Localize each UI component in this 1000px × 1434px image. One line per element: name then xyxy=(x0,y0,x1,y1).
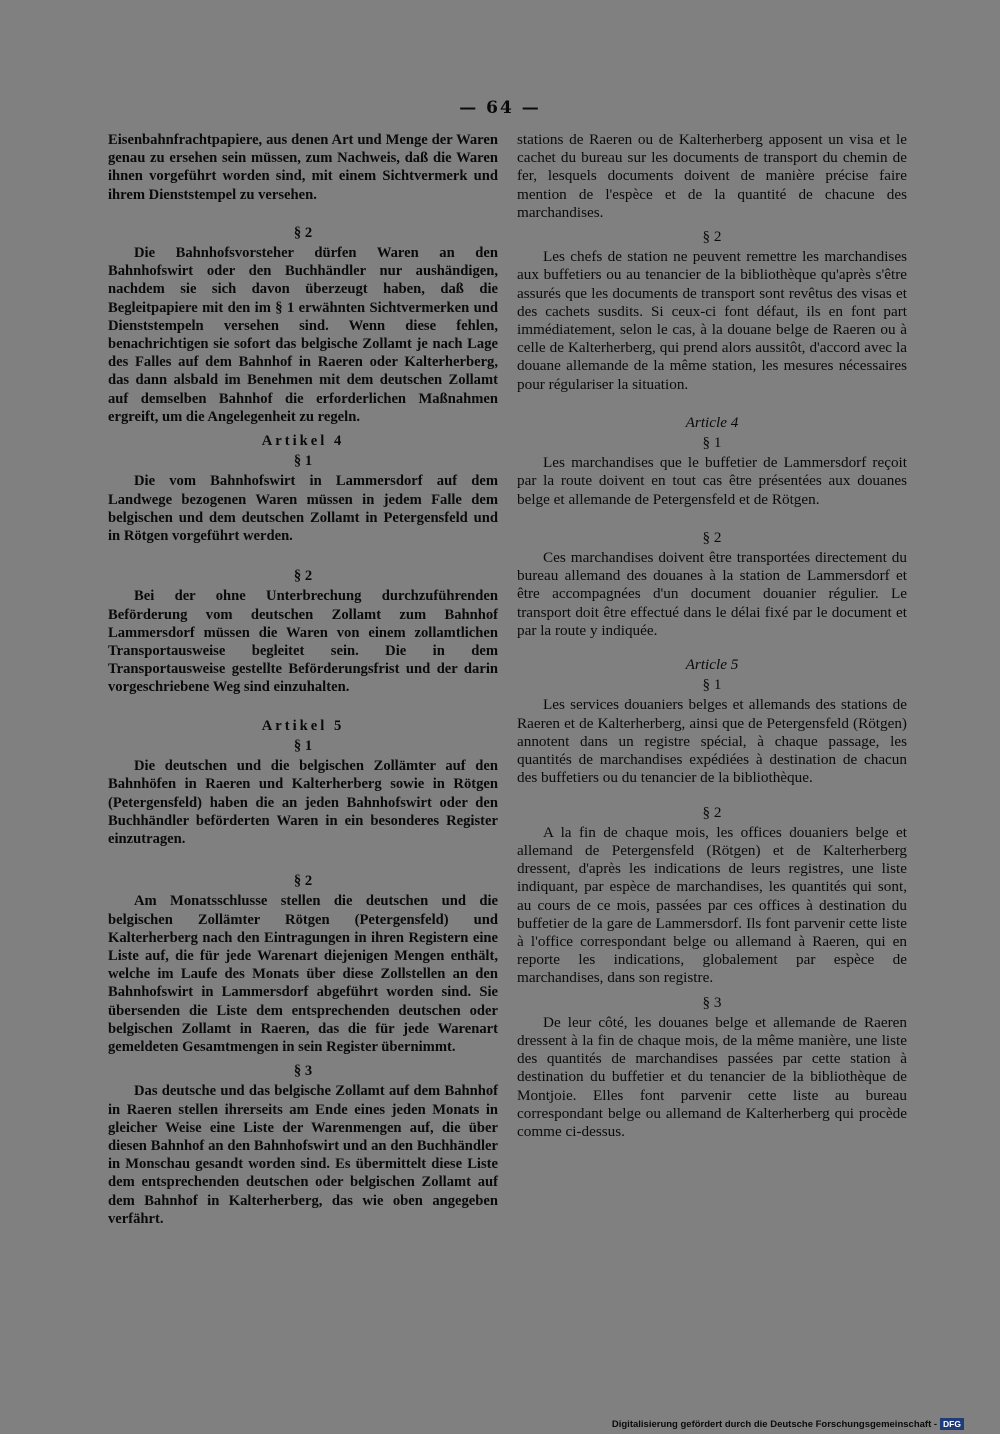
paragraph: Bei der ohne Unterbrechung durchzuführenden Beförderung vom deutschen Zollamt zum Bahnhof Lammersdorf müssen die Waren von einem zollamtlichen Transportausweise begleitet sein. Die in dem Transportausweise gestellte Beförderungsfrist und der darin vorgeschriebene Weg sind einzuhalten. xyxy=(108,588,498,696)
article-heading: Artikel 4 xyxy=(261,433,345,450)
article-heading: Article 5 xyxy=(685,656,739,674)
section-heading: § 1 xyxy=(293,737,313,754)
paragraph: Les chefs de station ne peuvent remettre les marchandises aux buffetiers ou au tenancier de la bibliothèque qu'après s'être assurés que les documents de transport sont revêtus des visas et des cachets susdits. Si ceux-ci font défaut, ils en font part immédiatement, selon le cas, à la douane belge de Raeren ou à celle de Kalterherberg, qui prend alors aussitôt, d'accord avec la douane allemande de la même station, les mesures nécessaires pour régulariser la situation. xyxy=(517,248,907,393)
paragraph: Die deutschen und die belgischen Zollämter auf den Bahnhöfen in Raeren und Kalterherberg sowie in Rötgen (Petergensfeld) haben die an jeden Bahnhofswirt oder den Buchhändler beförderten Waren in ein besonderes Register einzutragen. xyxy=(108,758,498,847)
section-heading: § 1 xyxy=(702,434,722,452)
article-heading: Article 4 xyxy=(685,413,739,431)
section-heading: § 2 xyxy=(293,873,313,890)
section-heading: § 3 xyxy=(293,1063,313,1080)
page-number: — 64 — xyxy=(459,98,541,118)
section-heading: § 2 xyxy=(293,568,313,585)
paragraph: stations de Raeren ou de Kalterherberg apposent un visa et le cachet du bureau sur les documents de transport du chemin de fer, lesquels documents doivent de manière précise faire mention de l'espèce et de la quantité de chacune des marchandises. xyxy=(517,131,907,221)
section-heading: § 2 xyxy=(702,528,722,546)
paragraph: Les services douaniers belges et allemands des stations de Raeren et de Kalterherberg, ainsi que de Petergensfeld (Rötgen) annotent dans un registre spécial, à chaque passage, les quantités de marchandises expédiées à destination de chacun des buffetiers ou du tenancier de la bibliothèque. xyxy=(517,696,907,787)
paragraph: Die vom Bahnhofswirt in Lammersdorf auf dem Landwege bezogenen Waren müssen in jedem Falle dem belgischen und dem deutschen Zollamt in Petergensfeld und in Rötgen vorgeführt werden. xyxy=(108,473,498,545)
section-heading: § 3 xyxy=(702,993,722,1011)
section-heading: § 1 xyxy=(293,453,313,470)
german-column xyxy=(108,131,498,1228)
paragraph: De leur côté, les douanes belge et allemande de Raeren dressent à la fin de chaque mois, de la même manière, une liste des quantités de marchandises passées par cette station à destination du buffetier et du tenancier de la bibliothèque de Montjoie. Elles font parvenir cette liste au bureau correspondant belge ou allemand de Kalterherberg qui procède comme ci-dessus. xyxy=(517,1013,907,1140)
paragraph: Les marchandises que le buffetier de Lammersdorf reçoit par la route doivent en tout cas être présentées aux douanes belge et allemande de Petergensfeld et de Rötgen. xyxy=(517,454,907,508)
section-heading: § 2 xyxy=(702,803,722,821)
paragraph: Eisenbahnfrachtpapiere, aus denen Art und Menge der Waren genau zu ersehen sein müssen, zum Nachweis, daß die Waren ihnen vorgeführt worden sind, mit einem Sichtvermerk und ihrem Dienststempel zu versehen. xyxy=(108,132,498,203)
paragraph: A la fin de chaque mois, les offices douaniers belge et allemand de Petergensfeld (Rötgen) et de Kalterherberg dressent, d'après les indications de leurs registres, une liste indiquant, par espèce de marchandises, les quantités qui sont, au cours de ce mois, passées par ces offices à destination du buffetier de la gare de Lammersdorf. Ils font parvenir cette liste à l'office correspondant belge ou allemand à Raeren, qui en reporte les indications, globalement par espèce de marchandises, dans son registre. xyxy=(517,823,907,987)
paragraph: Am Monatsschlusse stellen die deutschen und die belgischen Zollämter Rötgen (Petergensfeld) und Kalterherberg nach den Eintragungen in ihren Registern eine Liste auf, die für jede Warenart diejenigen Mengen enthält, welche im Laufe des Monats über diese Zollstellen an den Bahnhofswirt in Lammersdorf abgeführt worden sind. Sie übersenden die Liste dem entsprechenden deutschen oder belgischen Zollamt in Raeren, das die für jede Warenart gemeldeten Gesamtmengen in sein Register übernimmt. xyxy=(108,893,498,1055)
article-heading: Artikel 5 xyxy=(261,717,345,734)
footer-text: Digitalisierung gefördert durch die Deutsche Forschungsgemeinschaft - xyxy=(611,1418,938,1430)
section-heading: § 2 xyxy=(293,224,313,241)
section-heading: § 2 xyxy=(702,228,722,246)
section-heading: § 1 xyxy=(702,676,722,694)
footer xyxy=(612,1418,964,1430)
french-column xyxy=(517,131,907,1141)
paragraph: Ces marchandises doivent être transportées directement du bureau allemand des douanes à la station de Lammersdorf et être accompagnées d'un document douanier régulier. Le transport doit être effectué dans le délai fixé par le document et par la route y indiquée. xyxy=(517,549,907,639)
paragraph: Das deutsche und das belgische Zollamt auf dem Bahnhof in Raeren stellen ihrerseits am Ende eines jeden Monats in gleicher Weise eine Liste der Warenmengen auf, die über diesen Bahnhof an den Bahnhofswirt und an den Buchhändler in Monschau gesandt worden sind. Es übermittelt diese Liste dem entsprechenden deutschen oder belgischen Zollamt auf dem Bahnhof in Kalterherberg, das wie oben angegeben verfährt. xyxy=(108,1083,498,1227)
dfg-logo: DFG xyxy=(940,1418,964,1430)
paragraph: Die Bahnhofsvorsteher dürfen Waren an den Bahnhofswirt oder den Buchhändler nur aushändigen, nachdem sie sich davon überzeugt haben, daß die Begleitpapiere mit den im § 1 erwähnten Sichtvermerken und Dienststempeln versehen sind. Wenn diese fehlen, benachrichtigen sie sofort das belgische Zollamt je nach Lage des Falles auf dem Bahnhof in Raeren oder Kalterherberg, das dann alsbald im Benehmen mit dem deutschen Zollamt auf demselben Bahnhof die erforderlichen Maßnahmen ergreift, um die Angelegenheit zu regeln. xyxy=(108,245,498,425)
